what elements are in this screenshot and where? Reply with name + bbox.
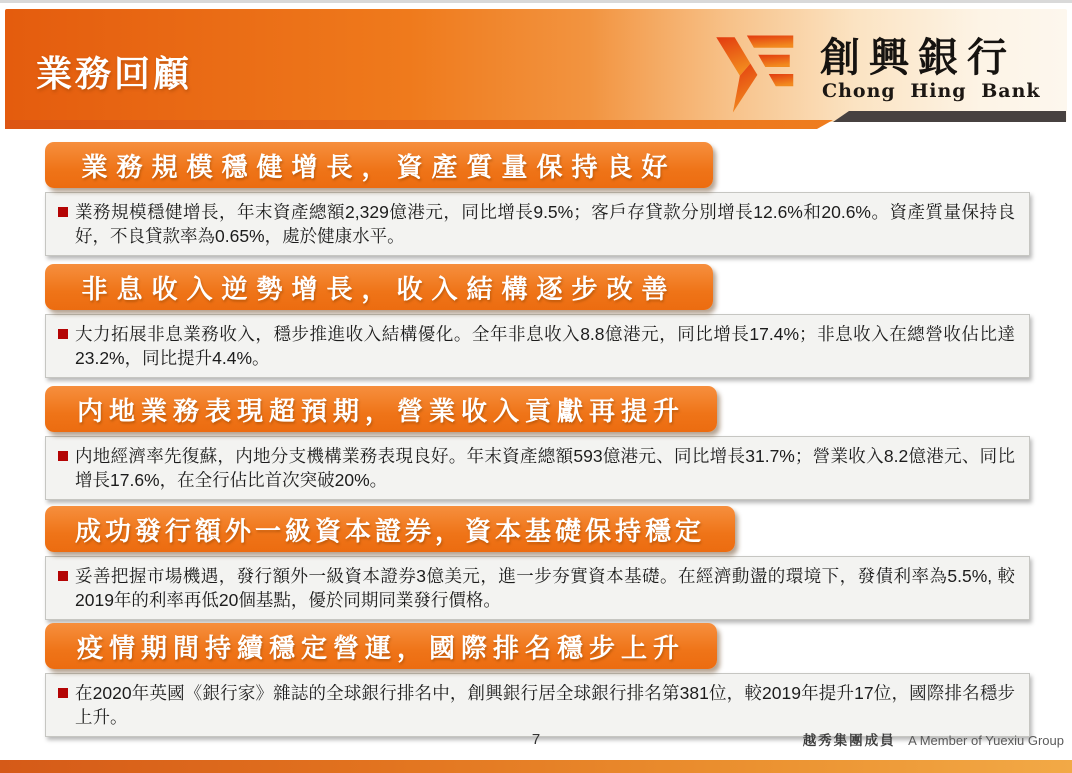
section-heading-banner: 業務規模穩健增長，資產質量保持良好 (45, 142, 713, 188)
section-body-panel (45, 314, 1030, 378)
group-name-english: A Member of Yuexiu Group (908, 733, 1064, 748)
section-body-text: 業務規模穩健增長，年末資產總額2,329億港元，同比增長9.5%；客戶存貸款分別增長12.6%和20.6%。資產質量保持良好，不良貸款率為0.65%，處於健康水平。 (75, 202, 1015, 246)
group-membership-note (803, 729, 1064, 750)
group-name-chinese: 越秀集團成員 (802, 733, 896, 748)
header-dark-stripe (833, 111, 1066, 122)
page-number: 7 (531, 731, 541, 748)
bottom-accent-bar (0, 760, 1072, 773)
section-body-panel (45, 673, 1030, 737)
square-bullet-icon (58, 688, 68, 698)
section-heading-banner: 成功發行額外一級資本證券，資本基礎保持穩定 (45, 506, 735, 552)
bank-logo (712, 24, 1041, 116)
section-non-interest-income (45, 264, 1030, 378)
section-body-text: 大力拓展非息業務收入，穩步推進收入結構優化。全年非息收入8.8億港元，同比增長17.4%；非息收入在總營收佔比達23.2%，同比提升4.4%。 (75, 324, 1015, 368)
section-mainland-business (45, 386, 1030, 500)
section-capital-securities (45, 506, 1030, 620)
top-edge-line (0, 0, 1072, 3)
section-body-text: 内地經濟率先復蘇，内地分支機構業務表現良好。年末資產總額593億港元、同比增長31.7%；營業收入8.2億港元、同比增長17.6%，在全行佔比首次突破20%。 (75, 446, 1015, 490)
section-body-panel (45, 556, 1030, 620)
section-body-text: 妥善把握市場機遇，發行額外一級資本證券3億美元，進一步夯實資本基礎。在經濟動盪的環境下，發債利率為5.5%, 較2019年的利率再低20個基點，優於同期同業發行價格。 (75, 566, 1015, 610)
section-heading-banner: 内地業務表現超預期，營業收入貢獻再提升 (45, 386, 717, 432)
square-bullet-icon (58, 207, 68, 217)
header-orange-rule (5, 120, 833, 129)
section-heading-banner: 非息收入逆勢增長，收入結構逐步改善 (45, 264, 713, 310)
section-pandemic-operation (45, 623, 1030, 737)
bank-name-chinese: 創興銀行 (820, 34, 1016, 81)
section-body-panel (45, 192, 1030, 256)
section-body-text: 在2020年英國《銀行家》雜誌的全球銀行排名中，創興銀行居全球銀行排名第381位，較2019年提升17位，國際排名穩步上升。 (75, 683, 1015, 727)
section-heading-banner: 疫情期間持續穩定營運，國際排名穩步上升 (45, 623, 717, 669)
section-body-panel (45, 436, 1030, 500)
square-bullet-icon (58, 329, 68, 339)
section-business-scale (45, 142, 1030, 256)
ye-logo-icon (712, 32, 808, 116)
page-title: 業務回顧 (36, 53, 193, 94)
square-bullet-icon (58, 451, 68, 461)
square-bullet-icon (58, 571, 68, 581)
bank-name-english: Chong Hing Bank (822, 80, 1041, 102)
